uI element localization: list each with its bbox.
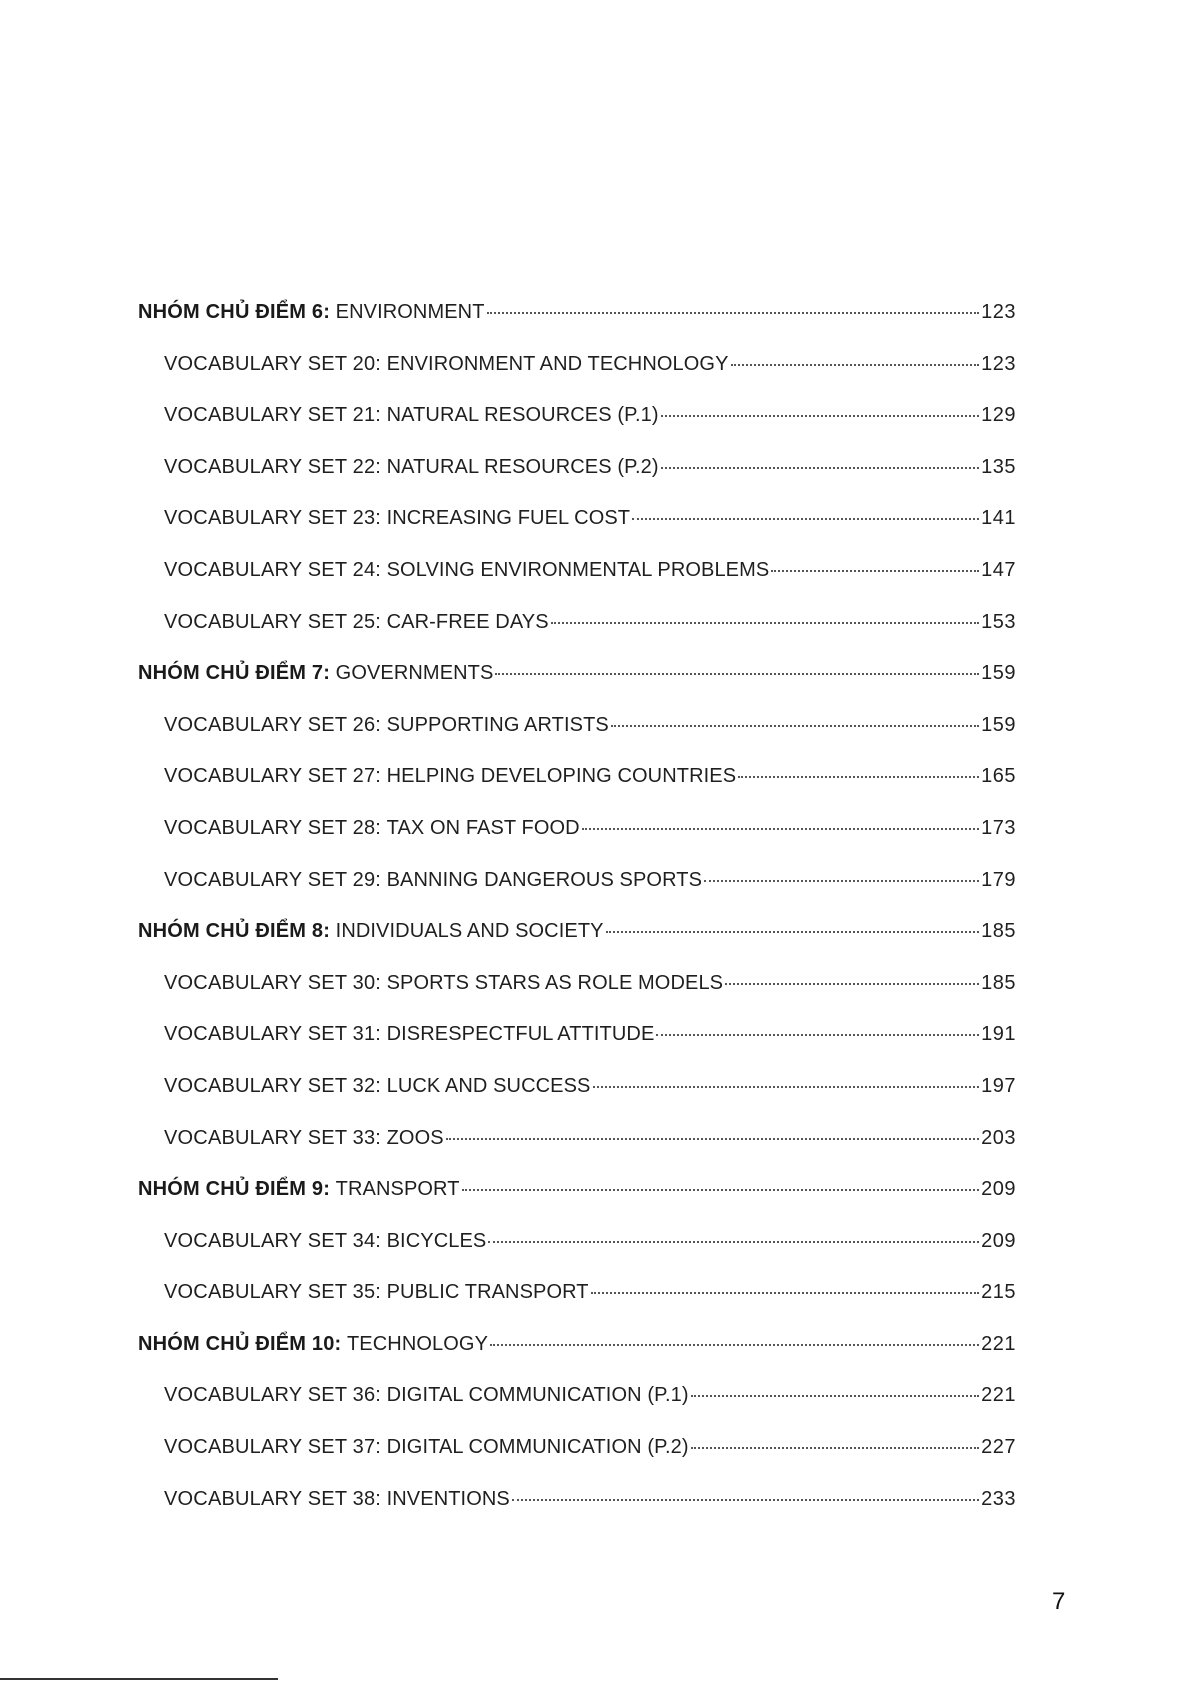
toc-entry	[164, 403, 1016, 427]
toc-row[interactable]	[0, 1126, 1189, 1178]
toc-prefix: VOCABULARY SET 29:	[164, 868, 382, 891]
dot-leader	[488, 1241, 979, 1243]
toc-row[interactable]	[0, 352, 1189, 404]
toc-page: 191	[981, 1023, 1016, 1046]
dot-leader	[632, 518, 979, 520]
toc-row[interactable]	[0, 816, 1189, 868]
toc-title: DISRESPECTFUL ATTITUDE	[386, 1023, 655, 1046]
toc-page: 135	[981, 455, 1016, 478]
dot-leader	[661, 467, 980, 469]
toc-entry	[138, 919, 1016, 943]
toc-row[interactable]	[0, 713, 1189, 765]
dot-leader	[495, 673, 979, 675]
toc-row[interactable]	[0, 610, 1189, 662]
toc-entry	[164, 1435, 1016, 1459]
dot-leader	[771, 570, 979, 572]
toc-entry	[164, 764, 1016, 788]
toc-prefix: VOCABULARY SET 38:	[164, 1487, 382, 1510]
toc-page: 233	[981, 1487, 1016, 1510]
toc-prefix: VOCABULARY SET 33:	[164, 1126, 382, 1149]
toc-prefix: NHÓM CHỦ ĐIỂM 9:	[138, 1178, 331, 1201]
toc-entry	[164, 352, 1016, 376]
toc-title: INDIVIDUALS AND SOCIETY	[335, 920, 604, 943]
toc-prefix: VOCABULARY SET 20:	[164, 352, 382, 375]
toc-entry	[164, 1383, 1016, 1407]
dot-leader	[731, 364, 980, 366]
toc-prefix: VOCABULARY SET 34:	[164, 1229, 382, 1252]
dot-leader	[487, 312, 980, 314]
dot-leader	[606, 931, 980, 933]
toc-page: 129	[981, 404, 1016, 427]
toc-row[interactable]	[0, 868, 1189, 920]
toc-title: INCREASING FUEL COST	[386, 507, 631, 530]
toc-page: 203	[981, 1126, 1016, 1149]
toc-prefix: VOCABULARY SET 31:	[164, 1023, 382, 1046]
toc-page: 227	[981, 1436, 1016, 1459]
toc-page: 123	[981, 301, 1016, 323]
toc-title: INVENTIONS	[386, 1487, 510, 1510]
toc-row[interactable]	[0, 919, 1189, 971]
table-of-contents	[0, 300, 1189, 1538]
toc-row[interactable]	[0, 764, 1189, 816]
toc-title: DIGITAL COMMUNICATION (P.1)	[386, 1384, 689, 1407]
toc-prefix: VOCABULARY SET 32:	[164, 1074, 382, 1097]
toc-page: 185	[981, 920, 1016, 943]
toc-page: 209	[981, 1178, 1016, 1201]
dot-leader	[490, 1344, 979, 1346]
dot-leader	[551, 622, 979, 624]
toc-page: 159	[981, 662, 1016, 685]
toc-prefix: VOCABULARY SET 27:	[164, 765, 382, 788]
toc-row[interactable]	[0, 455, 1189, 507]
toc-title: TRANSPORT	[335, 1178, 460, 1201]
toc-title: ZOOS	[386, 1126, 444, 1149]
toc-row[interactable]	[0, 1074, 1189, 1126]
toc-row[interactable]	[0, 506, 1189, 558]
toc-prefix: VOCABULARY SET 30:	[164, 971, 382, 994]
toc-page: 165	[981, 765, 1016, 788]
dot-leader	[725, 983, 979, 985]
toc-title: TAX ON FAST FOOD	[386, 816, 580, 839]
toc-page: 185	[981, 971, 1016, 994]
toc-title: ENVIRONMENT	[335, 301, 485, 323]
toc-entry	[138, 1332, 1016, 1356]
toc-row[interactable]	[0, 1177, 1189, 1229]
toc-entry	[164, 1280, 1016, 1304]
toc-page: 173	[981, 816, 1016, 839]
toc-title: HELPING DEVELOPING COUNTRIES	[386, 765, 737, 788]
toc-row[interactable]	[0, 1229, 1189, 1281]
toc-title: ENVIRONMENT AND TECHNOLOGY	[386, 352, 729, 375]
toc-row[interactable]	[0, 661, 1189, 713]
dot-leader	[691, 1447, 980, 1449]
toc-entry	[164, 455, 1016, 479]
toc-page: 147	[981, 558, 1016, 581]
toc-page: 179	[981, 868, 1016, 891]
toc-entry	[164, 868, 1016, 892]
toc-row[interactable]	[0, 1383, 1189, 1435]
dot-leader	[691, 1395, 980, 1397]
page-number: 7	[1052, 1588, 1066, 1615]
toc-entry	[164, 610, 1016, 634]
toc-title: CAR-FREE DAYS	[386, 610, 549, 633]
toc-entry	[164, 558, 1016, 582]
toc-row[interactable]	[0, 558, 1189, 610]
toc-entry	[164, 1126, 1016, 1150]
dot-leader	[704, 880, 979, 882]
toc-entry	[138, 300, 1016, 324]
toc-entry	[164, 1022, 1016, 1046]
dot-leader	[656, 1034, 979, 1036]
toc-row[interactable]	[0, 403, 1189, 455]
toc-prefix: VOCABULARY SET 22:	[164, 455, 382, 478]
dot-leader	[738, 776, 979, 778]
dot-leader	[661, 415, 980, 417]
dot-leader	[591, 1292, 979, 1294]
dot-leader	[512, 1499, 979, 1501]
toc-page: 159	[981, 713, 1016, 736]
toc-prefix: VOCABULARY SET 26:	[164, 713, 382, 736]
toc-title: NATURAL RESOURCES (P.2)	[386, 455, 659, 478]
toc-prefix: VOCABULARY SET 36:	[164, 1384, 382, 1407]
toc-row[interactable]	[0, 1280, 1189, 1332]
toc-page: 141	[981, 507, 1016, 530]
toc-title: SOLVING ENVIRONMENTAL PROBLEMS	[386, 558, 770, 581]
toc-entry	[164, 1229, 1016, 1253]
toc-title: TECHNOLOGY	[346, 1332, 489, 1355]
toc-title: DIGITAL COMMUNICATION (P.2)	[386, 1436, 689, 1459]
toc-prefix: VOCABULARY SET 37:	[164, 1436, 382, 1459]
toc-title: BANNING DANGEROUS SPORTS	[386, 868, 703, 891]
toc-row[interactable]	[0, 1487, 1189, 1539]
toc-row[interactable]	[0, 1332, 1189, 1384]
toc-row[interactable]	[0, 300, 1189, 352]
toc-row[interactable]	[0, 1022, 1189, 1074]
toc-title: NATURAL RESOURCES (P.1)	[386, 404, 659, 427]
dot-leader	[582, 828, 979, 830]
toc-title: GOVERNMENTS	[335, 662, 494, 685]
toc-entry	[164, 713, 1016, 737]
dot-leader	[446, 1138, 979, 1140]
toc-page: 197	[981, 1074, 1016, 1097]
toc-page: 221	[981, 1384, 1016, 1407]
toc-title: BICYCLES	[386, 1229, 487, 1252]
toc-prefix: NHÓM CHỦ ĐIỂM 7:	[138, 662, 331, 685]
toc-entry	[164, 816, 1016, 840]
toc-prefix: VOCABULARY SET 24:	[164, 558, 382, 581]
toc-page: 221	[981, 1332, 1016, 1355]
toc-prefix: NHÓM CHỦ ĐIỂM 10:	[138, 1332, 342, 1355]
toc-entry	[164, 506, 1016, 530]
toc-prefix: VOCABULARY SET 25:	[164, 610, 382, 633]
toc-entry	[164, 971, 1016, 995]
toc-prefix: VOCABULARY SET 23:	[164, 507, 382, 530]
toc-title: SUPPORTING ARTISTS	[386, 713, 609, 736]
toc-prefix: VOCABULARY SET 21:	[164, 404, 382, 427]
toc-title: LUCK AND SUCCESS	[386, 1074, 591, 1097]
toc-page: 123	[981, 352, 1016, 375]
toc-prefix: VOCABULARY SET 28:	[164, 816, 382, 839]
toc-page: 215	[981, 1281, 1016, 1304]
toc-row[interactable]	[0, 1435, 1189, 1487]
toc-prefix: VOCABULARY SET 35:	[164, 1281, 382, 1304]
toc-entry	[138, 1177, 1016, 1201]
dot-leader	[593, 1086, 980, 1088]
dot-leader	[462, 1189, 980, 1191]
scan-edge-line	[0, 1678, 278, 1680]
toc-entry	[164, 1074, 1016, 1098]
toc-entry	[138, 661, 1016, 685]
toc-page: 209	[981, 1229, 1016, 1252]
toc-title: SPORTS STARS AS ROLE MODELS	[386, 971, 724, 994]
toc-prefix: NHÓM CHỦ ĐIỂM 6:	[138, 301, 331, 323]
toc-page: 153	[981, 610, 1016, 633]
toc-prefix: NHÓM CHỦ ĐIỂM 8:	[138, 920, 331, 943]
toc-entry	[164, 1487, 1016, 1511]
dot-leader	[611, 725, 979, 727]
toc-title: PUBLIC TRANSPORT	[386, 1281, 589, 1304]
toc-row[interactable]	[0, 971, 1189, 1023]
